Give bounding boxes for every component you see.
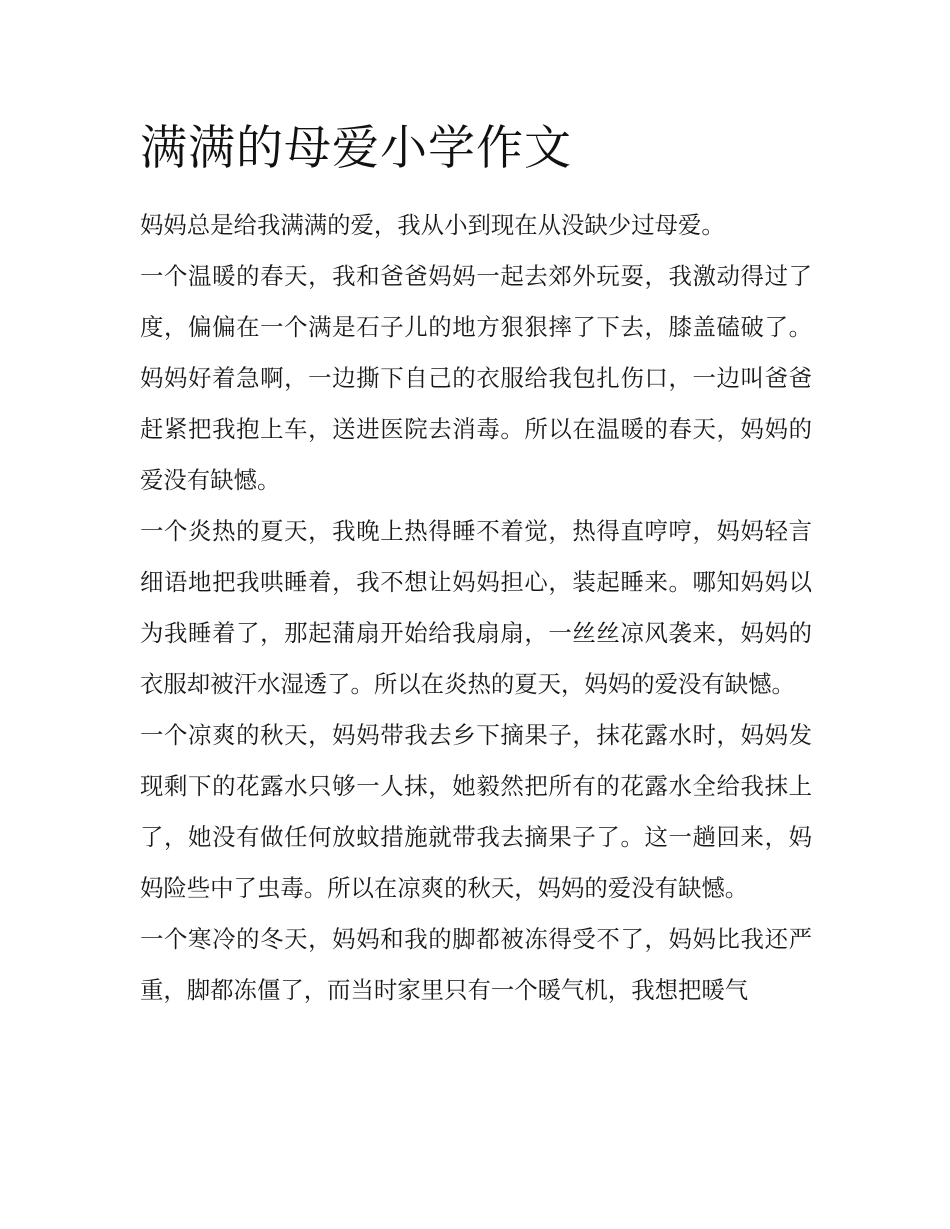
- paragraph-spring: 一个温暖的春天，我和爸爸妈妈一起去郊外玩耍，我激动得过了度，偏偏在一个满是石子儿的地方狠狠摔了下去，膝盖磕破了。妈妈好着急啊，一边撕下自己的衣服给我包扎伤口，一边叫爸爸赶紧把我抱上车，送进医院去消毒。所以在温暖的春天，妈妈的爱没有缺憾。: [140, 262, 812, 494]
- paragraph-autumn: 一个凉爽的秋天，妈妈带我去乡下摘果子，抹花露水时，妈妈发现剩下的花露水只够一人抹，她毅然把所有的花露水全给我抹上了，她没有做任何放蚊措施就带我去摘果子了。这一趟回来，妈妈险些中了虫毒。所以在凉爽的秋天，妈妈的爱没有缺憾。: [140, 721, 812, 902]
- document-title: 满满的母爱小学作文: [140, 121, 572, 176]
- document-body: [140, 200, 812, 1016]
- paragraph-winter: 一个寒冷的冬天，妈妈和我的脚都被冻得受不了，妈妈比我还严重，脚都冻僵了，而当时家里只有一个暖气机，我想把暖气: [140, 925, 812, 1004]
- document-page: [140, 112, 812, 1016]
- paragraph-summer: 一个炎热的夏天，我晚上热得睡不着觉，热得直哼哼，妈妈轻言细语地把我哄睡着，我不想让妈妈担心，装起睡来。哪知妈妈以为我睡着了，那起蒲扇开始给我扇扇，一丝丝凉风袭来，妈妈的衣服却被汗水湿透了。所以在炎热的夏天，妈妈的爱没有缺憾。: [140, 517, 812, 698]
- paragraph-intro: 妈妈总是给我满满的爱，我从小到现在从没缺少过母爱。: [140, 211, 725, 239]
